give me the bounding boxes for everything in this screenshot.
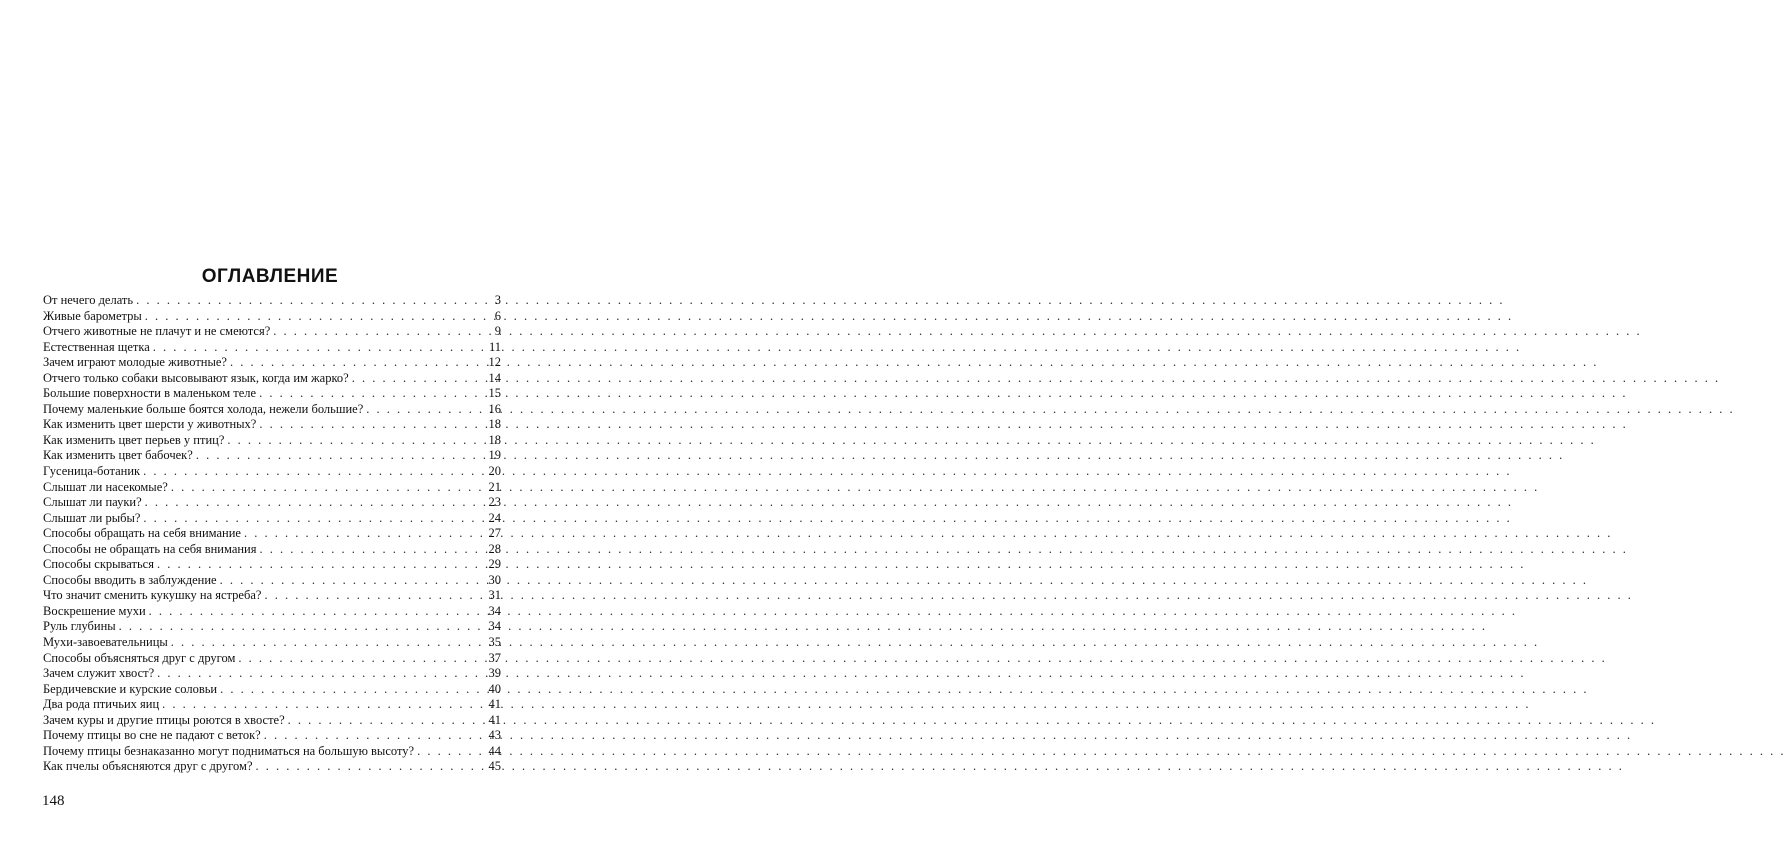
dot-leader bbox=[264, 588, 485, 604]
toc-entry-page: 39 bbox=[488, 666, 501, 681]
toc-entry bbox=[43, 495, 501, 511]
toc-entry-page: 43 bbox=[488, 728, 501, 743]
dot-leader bbox=[238, 651, 485, 667]
toc-entry bbox=[43, 340, 501, 356]
toc-entry-title: Слышат ли пауки? bbox=[43, 495, 142, 510]
dot-leader bbox=[259, 386, 485, 402]
toc-entry-page: 34 bbox=[488, 603, 501, 618]
toc-entry-title: Мухи-завоевательницы bbox=[43, 635, 168, 650]
dot-leader bbox=[259, 417, 485, 433]
toc-entry bbox=[43, 557, 501, 573]
toc-entry-title: Как изменить цвет бабочек? bbox=[43, 448, 193, 463]
toc-entry-title: Бердичевские и курские соловьи bbox=[43, 681, 218, 696]
toc-entry-title: Способы объясняться друг с другом bbox=[43, 650, 236, 665]
toc-entry bbox=[43, 759, 501, 775]
toc-entry bbox=[43, 588, 501, 604]
toc-entry-page: 16 bbox=[488, 401, 501, 416]
toc-entry bbox=[43, 511, 501, 527]
toc-entry-page: 23 bbox=[488, 495, 501, 510]
dot-leader bbox=[288, 713, 486, 729]
toc-entry-page: 31 bbox=[488, 588, 501, 603]
toc-entry-title: Естественная щетка bbox=[43, 339, 150, 354]
dot-leader bbox=[136, 293, 492, 309]
toc-entry bbox=[43, 464, 501, 480]
book-page bbox=[0, 0, 540, 860]
toc-entry bbox=[43, 573, 501, 589]
toc-entry bbox=[43, 293, 501, 309]
toc-entry bbox=[43, 604, 501, 620]
toc-entry bbox=[43, 480, 501, 496]
toc-entry-page: 29 bbox=[488, 557, 501, 572]
toc-entry-page: 6 bbox=[494, 308, 501, 323]
toc-entry-page: 35 bbox=[488, 635, 501, 650]
dot-leader bbox=[162, 697, 485, 713]
dot-leader bbox=[196, 448, 486, 464]
toc-entry-page: 18 bbox=[488, 432, 501, 447]
dot-leader bbox=[143, 511, 485, 527]
toc-entry-title: Зачем куры и другие птицы роются в хвосте? bbox=[43, 712, 285, 727]
dot-leader bbox=[145, 309, 492, 325]
toc-entry-page: 3 bbox=[494, 293, 501, 307]
toc-entry-title: Воскрешение мухи bbox=[43, 603, 146, 618]
toc-entry bbox=[43, 713, 501, 729]
toc-entry bbox=[43, 728, 501, 744]
toc-entry bbox=[43, 386, 501, 402]
dot-leader bbox=[171, 635, 486, 651]
toc-entry bbox=[43, 417, 501, 433]
toc-entry-title: Способы скрываться bbox=[43, 557, 154, 572]
toc-entry-title: Руль глубины bbox=[43, 619, 116, 634]
toc-entry-page: 19 bbox=[488, 448, 501, 463]
toc-entry-title: Способы обращать на себя внимание bbox=[43, 526, 241, 541]
toc-entry-title: Зачем играют молодые животные? bbox=[43, 355, 227, 370]
toc-entry bbox=[43, 371, 501, 387]
dot-leader bbox=[157, 557, 486, 573]
toc-entry bbox=[43, 448, 501, 464]
toc-entry bbox=[43, 744, 501, 760]
toc-entry-page: 14 bbox=[488, 370, 501, 385]
toc-entry-title: Способы не обращать на себя внимания bbox=[43, 541, 257, 556]
dot-leader bbox=[352, 371, 486, 387]
toc-entry bbox=[43, 309, 501, 325]
table-of-contents bbox=[43, 293, 501, 775]
dot-leader bbox=[153, 340, 486, 356]
toc-entry-title: Как пчелы объясняются друг с другом? bbox=[43, 759, 253, 774]
toc-entry-page: 12 bbox=[488, 355, 501, 370]
toc-entry-page: 9 bbox=[494, 324, 501, 339]
toc-entry-title: Слышат ли рыбы? bbox=[43, 510, 141, 525]
dot-leader bbox=[119, 619, 486, 635]
toc-entry-title: Почему маленькие больше боятся холода, нежели большие? bbox=[43, 401, 364, 416]
toc-entry-title: Способы вводить в заблуждение bbox=[43, 572, 217, 587]
toc-entry bbox=[43, 651, 501, 667]
toc-entry bbox=[43, 402, 501, 418]
dot-leader bbox=[220, 682, 485, 698]
toc-entry-page: 15 bbox=[488, 386, 501, 401]
toc-entry-page: 11 bbox=[488, 339, 501, 354]
toc-entry bbox=[43, 526, 501, 542]
toc-entry-title: Живые барометры bbox=[43, 308, 142, 323]
dot-leader bbox=[264, 728, 486, 744]
toc-entry bbox=[43, 619, 501, 635]
toc-entry-page: 37 bbox=[488, 650, 501, 665]
toc-entry-page: 20 bbox=[488, 464, 501, 479]
dot-leader bbox=[260, 542, 486, 558]
toc-entry-title: Слышат ли насекомые? bbox=[43, 479, 168, 494]
toc-entry-title: Почему птицы во сне не падают с веток? bbox=[43, 728, 261, 743]
toc-heading: ОГЛАВЛЕНИЕ bbox=[201, 266, 339, 287]
toc-entry-page: 21 bbox=[488, 479, 501, 494]
toc-entry-page: 34 bbox=[488, 619, 501, 634]
toc-entry-title: Отчего животные не плачут и не смеются? bbox=[43, 324, 271, 339]
toc-entry-title: Что значит сменить кукушку на ястреба? bbox=[43, 588, 262, 603]
toc-entry-page: 41 bbox=[488, 697, 501, 712]
toc-entry bbox=[43, 542, 501, 558]
dot-leader bbox=[157, 666, 485, 682]
dot-leader bbox=[143, 464, 485, 480]
dot-leader bbox=[230, 355, 486, 371]
dot-leader bbox=[256, 759, 486, 775]
toc-entry-page: 24 bbox=[488, 510, 501, 525]
toc-entry-title: Гусеница-ботаник bbox=[43, 464, 141, 479]
toc-entry-title: Как изменить цвет шерсти у животных? bbox=[43, 417, 257, 432]
toc-entry-page: 40 bbox=[488, 681, 501, 696]
toc-entry-title: Отчего только собаки высовывают язык, когда им жарко? bbox=[43, 370, 349, 385]
dot-leader bbox=[244, 526, 486, 542]
toc-entry-title: Два рода птичьих яиц bbox=[43, 697, 160, 712]
dot-leader bbox=[149, 604, 486, 620]
toc-entry bbox=[43, 682, 501, 698]
dot-leader bbox=[145, 495, 486, 511]
dot-leader bbox=[417, 744, 485, 760]
dot-leader bbox=[220, 573, 486, 589]
toc-entry-title: Зачем служит хвост? bbox=[43, 666, 155, 681]
toc-entry-page: 44 bbox=[488, 743, 501, 758]
toc-entry-page: 18 bbox=[488, 417, 501, 432]
toc-entry-page: 27 bbox=[488, 526, 501, 541]
toc-entry-title: От нечего делать bbox=[43, 293, 134, 307]
toc-entry bbox=[43, 697, 501, 713]
toc-entry-title: Почему птицы безнаказанно могут подниматься на большую высоту? bbox=[43, 743, 415, 758]
toc-entry-page: 45 bbox=[488, 759, 501, 774]
toc-entry-title: Большие поверхности в маленьком теле bbox=[43, 386, 257, 401]
toc-entry-title: Как изменить цвет перьев у птиц? bbox=[43, 432, 225, 447]
toc-entry-page: 30 bbox=[488, 572, 501, 587]
toc-entry-page: 28 bbox=[488, 541, 501, 556]
toc-entry-page: 41 bbox=[488, 712, 501, 727]
toc-entry bbox=[43, 355, 501, 371]
page-number: 148 bbox=[42, 793, 65, 809]
toc-entry bbox=[43, 324, 501, 340]
toc-entry bbox=[43, 433, 501, 449]
toc-entry bbox=[43, 666, 501, 682]
dot-leader bbox=[227, 433, 485, 449]
dot-leader bbox=[366, 402, 485, 418]
toc-entry bbox=[43, 635, 501, 651]
dot-leader bbox=[273, 324, 492, 340]
dot-leader bbox=[171, 480, 486, 496]
